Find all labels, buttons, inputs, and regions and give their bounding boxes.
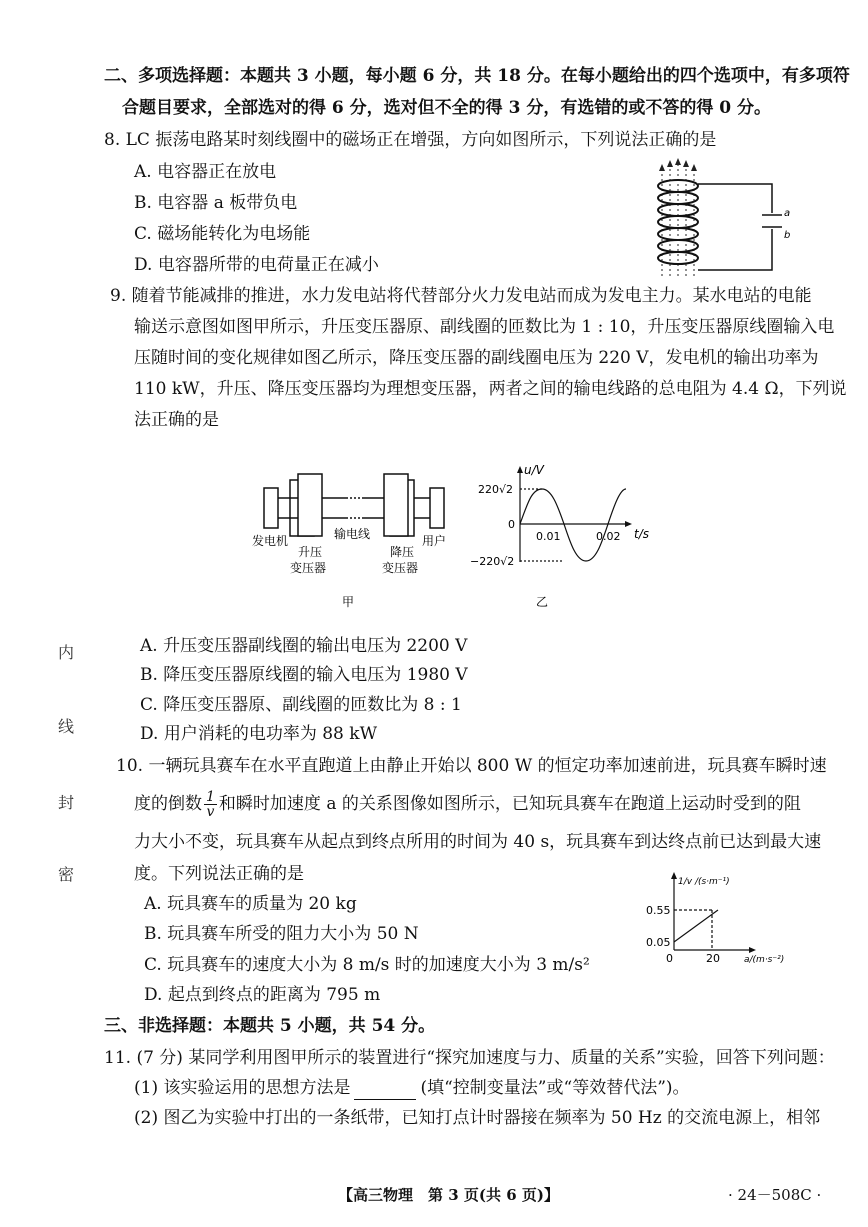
capacitor-plate-a-label: a (784, 208, 790, 219)
q9-line4: 110 kW，升压、降压变压器均为理想变压器，两者之间的输电线路的总电阻为 4.4 Ω，下列说 (134, 379, 847, 399)
q8-option-a: A. 电容器正在放电 (134, 162, 277, 182)
q8-stem: 8. LC 振荡电路某时刻线圈中的磁场正在增强，方向如图所示，下列说法正确的是 (104, 130, 717, 150)
section2-title-line1: 二、多项选择题：本题共 3 小题，每小题 6 分，共 18 分。在每小题给出的四个选项中，有多项符 (104, 66, 850, 86)
page-footer-center: 【高三物理 第 3 页(共 6 页)】 (338, 1186, 559, 1204)
q9-transmission-diagram (250, 470, 460, 610)
graph-y-axis-label: 1/v /(s·m⁻¹) (678, 877, 730, 887)
graph-y-max-label: 220√2 (478, 483, 514, 496)
q10-option-d: D. 起点到终点的距离为 795 m (144, 985, 381, 1005)
generator-label: 发电机 (252, 534, 289, 548)
margin-char-mi: 密 (58, 865, 75, 884)
q10-option-a: A. 玩具赛车的质量为 20 kg (144, 894, 357, 914)
q9-option-b: B. 降压变压器原线圈的输入电压为 1980 V (140, 665, 468, 685)
q8-option-b: B. 电容器 a 板带负电 (134, 193, 298, 213)
q8-option-c: C. 磁场能转化为电场能 (134, 224, 311, 244)
graph-y-tick-high: 0.55 (646, 904, 671, 917)
q10-line2-post: 和瞬时加速度 a 的关系图像如图所示，已知玩具赛车在跑道上运动时受到的阻 (218, 794, 801, 814)
q10-line4: 度。下列说法正确的是 (134, 864, 304, 884)
q9-option-a: A. 升压变压器副线圈的输出电压为 2200 V (140, 636, 468, 656)
q9-voltage-graph (466, 462, 656, 612)
graph-x-axis-label: t/s (634, 527, 649, 541)
section3-title: 三、非选择题：本题共 5 小题，共 54 分。 (104, 1016, 436, 1036)
step-down-label-2: 变压器 (382, 561, 419, 575)
transmission-line-label: 输电线 (334, 527, 371, 541)
q10-line2-pre: 度的倒数 (134, 794, 202, 814)
q11-line1: 11. (7 分) 某同学利用图甲所示的装置进行“探究加速度与力、质量的关系”实验，回答下列问题： (104, 1048, 835, 1068)
graph-x-tick-1: 0.01 (536, 530, 561, 543)
graph-y-tick-low: 0.05 (646, 936, 671, 949)
q11-line2 (134, 1076, 690, 1100)
graph-y-axis-label: u/V (524, 463, 544, 477)
fraction-denominator: v (206, 804, 215, 820)
step-up-label-1: 升压 (298, 545, 323, 559)
q9-line3: 压随时间的变化规律如图乙所示，降压变压器的副线圈电压为 220 V，发电机的输出功率为 (134, 348, 819, 368)
figure-yi-caption: 乙 (536, 595, 549, 609)
q9-option-d: D. 用户消耗的电功率为 88 kW (140, 724, 378, 744)
q11-line2-pre: (1) 该实验运用的思想方法是 (134, 1078, 351, 1098)
q10-option-c: C. 玩具赛车的速度大小为 8 m/s 时的加速度大小为 3 m/s² (144, 955, 590, 975)
q9-line5: 法正确的是 (134, 410, 219, 430)
step-down-label-1: 降压 (390, 545, 415, 559)
step-up-label-2: 变压器 (290, 561, 327, 575)
answer-blank[interactable] (354, 1081, 416, 1100)
graph-y-min-label: −220√2 (470, 555, 515, 568)
margin-char-feng: 封 (58, 793, 75, 812)
margin-char-nei: 内 (58, 643, 75, 662)
page-footer-code: · 24－508C · (728, 1186, 822, 1204)
q10-inverse-velocity-graph (640, 866, 808, 970)
q11-line2-post: (填“控制变量法”或“等效替代法”)。 (420, 1078, 690, 1098)
q8-option-d: D. 电容器所带的电荷量正在减小 (134, 255, 379, 275)
q9-option-c: C. 降压变压器原、副线圈的匝数比为 8 : 1 (140, 695, 462, 715)
user-label: 用户 (422, 534, 447, 548)
graph-x-tick-2: 0.02 (596, 530, 621, 543)
reciprocal-v-fraction (204, 790, 217, 819)
margin-char-xian: 线 (58, 717, 75, 736)
q10-line1: 10. 一辆玩具赛车在水平直跑道上由静止开始以 800 W 的恒定功率加速前进，玩具赛车瞬时速 (116, 756, 827, 776)
q9-line1: 9. 随着节能减排的推进，水力发电站将代替部分火力发电站而成为发电主力。某水电站的电能 (110, 286, 812, 306)
graph-x-axis-label: a/(m·s⁻²) (744, 955, 785, 965)
graph-x-tick: 20 (706, 952, 720, 965)
q9-line2: 输送示意图如图甲所示，升压变压器原、副线圈的匝数比为 1 : 10，升压变压器原线圈输入电 (134, 317, 835, 337)
q10-line3: 力大小不变，玩具赛车从起点到终点所用的时间为 40 s，玩具赛车到达终点前已达到最大速 (134, 832, 822, 852)
q10-option-b: B. 玩具赛车所受的阻力大小为 50 N (144, 924, 419, 944)
graph-origin-label: 0 (666, 952, 673, 965)
fraction-numerator: 1 (206, 789, 215, 805)
capacitor-plate-b-label: b (784, 230, 790, 241)
section2-title-line2: 合题目要求，全部选对的得 6 分，选对但不全的得 3 分，有选错的或不答的得 0 分。 (122, 98, 771, 118)
q11-line3: (2) 图乙为实验中打出的一条纸带，已知打点计时器接在频率为 50 Hz 的交流电源上，相邻 (134, 1108, 821, 1128)
figure-jia-caption: 甲 (342, 595, 355, 609)
q10-line2 (134, 790, 801, 819)
q8-lc-circuit-figure (640, 156, 790, 280)
graph-origin-label: 0 (508, 518, 515, 531)
